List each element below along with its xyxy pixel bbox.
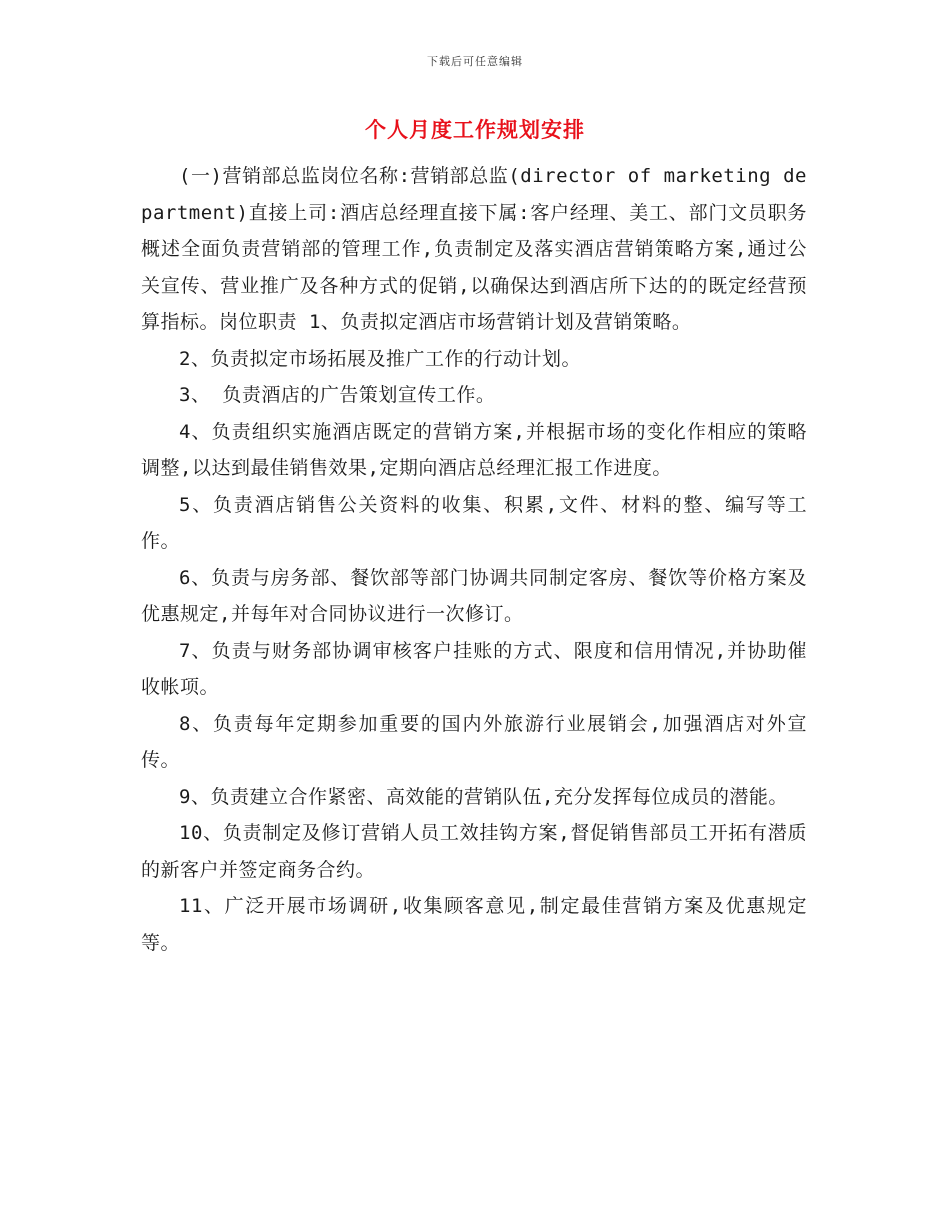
paragraph-item-6: 6、负责与房务部、餐饮部等部门协调共同制定客房、餐饮等价格方案及优惠规定,并每年对合同协议进行一次修订。 (141, 566, 807, 625)
paragraph-item-2: 2、负责拟定市场拓展及推广工作的行动计划。 (179, 347, 581, 370)
paragraph-item-3: 3、 负责酒店的广告策划宣传工作。 (179, 384, 496, 406)
paragraph-item-10: 10、负责制定及修订营销人员工效挂钩方案,督促销售部员工开拓有潜质的新客户并签定商务合约。 (141, 822, 807, 881)
paragraph-item-8: 8、负责每年定期参加重要的国内外旅游行业展销会,加强酒店对外宣传。 (141, 712, 807, 771)
paragraph-intro: (一)营销部总监岗位名称:营销部总监(director of marketing department)直接上司:酒店总经理直接下属:客户经理、美工、部门文员职务概述全面负责营销部的管理工作,负责制定及落实酒店营销策略方案,通过公关宣传、营业推广及各种方式的促销,以确保达到酒店所下达的的既定经营预算指标。岗位职责 1、负责拟定酒店市场营销计划及营销策略。 (141, 165, 807, 333)
document-body (141, 158, 807, 961)
paragraph-item-11: 11、广泛开展市场调研,收集顾客意见,制定最佳营销方案及优惠规定等。 (141, 895, 807, 954)
paragraph-item-4: 4、负责组织实施酒店既定的营销方案,并根据市场的变化作相应的策略调整,以达到最佳销售效果,定期向酒店总经理汇报工作进度。 (141, 420, 807, 479)
page-title: 个人月度工作规划安排 (365, 118, 585, 142)
paragraph-item-9: 9、负责建立合作紧密、高效能的营销队伍,充分发挥每位成员的潜能。 (179, 785, 788, 808)
paragraph-item-5: 5、负责酒店销售公关资料的收集、积累,文件、材料的整、编写等工作。 (141, 493, 807, 552)
paragraph-item-7: 7、负责与财务部协调审核客户挂账的方式、限度和信用情况,并协助催收帐项。 (141, 639, 807, 698)
header-note: 下载后可任意编辑 (427, 55, 523, 68)
